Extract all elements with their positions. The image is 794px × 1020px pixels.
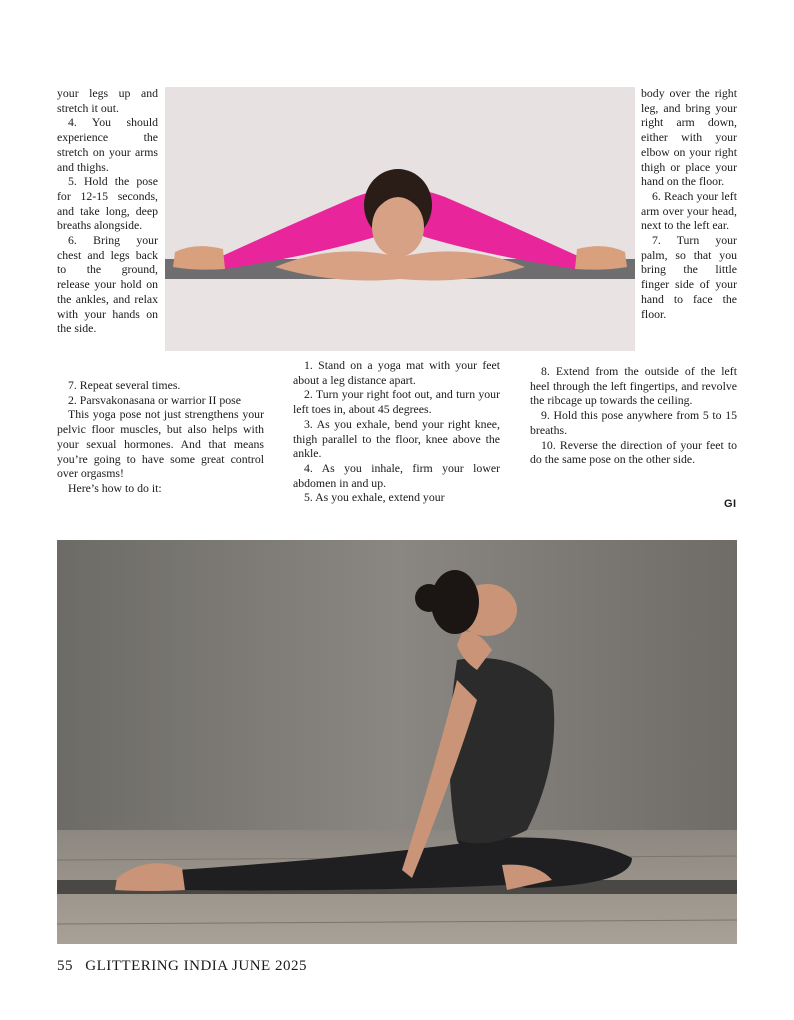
paragraph: your legs up and stretch it out. [57,86,158,115]
top-yoga-photo [165,87,635,351]
paragraph: 4. You should experience the stretch on your arms and thighs. [57,115,158,174]
publication-name: GLITTERING INDIA JUNE 2025 [85,958,307,974]
paragraph: 7. Repeat several times. [68,378,181,392]
seated-backbend-illustration [57,540,737,944]
page-number: 55 [57,958,73,974]
paragraph: 3. As you exhale, bend your right knee, thigh parallel to the floor, knee above the ankle. [293,416,500,461]
paragraph: 2. Parsvakonasana or warrior II pose [68,392,241,407]
paragraph: 6. Bring your chest and legs back to the ground, release your hold on the ankles, and relax with your hands on the side. [57,233,158,336]
paragraph: This yoga pose not just strengthens your pelvic floor muscles, but also helps with your sexual hormones. And that means you’re going to have some great control over orgasms! [57,407,264,481]
paragraph: 9. Hold this pose anywhere from 5 to 15 breaths. [530,408,737,437]
paragraph: Here’s how to do it: [68,480,162,495]
paragraph: 4. As you inhale, firm your lower abdomen in and up. [293,460,500,490]
paragraph: 10. Reverse the direction of your feet to do the same pose on the other side. [530,437,737,467]
bottom-yoga-photo [57,540,737,944]
author-signature: GI [724,498,737,510]
paragraph: 5. As you exhale, extend your [304,490,445,505]
column-3-top [641,86,737,321]
paragraph: 1. Stand on a yoga mat with your feet about a leg distance apart. [293,358,500,387]
paragraph: 7. Turn your palm, so that you bring the little finger side of your hand to face the floor. [641,233,737,321]
paragraph: 6. Reach your left arm over your head, next to the left ear. [641,188,737,233]
column-1-bottom [57,378,264,496]
forward-fold-illustration [165,87,635,351]
column-2 [293,358,500,505]
column-1-top [57,86,158,336]
paragraph: 5. Hold the pose for 12-15 seconds, and take long, deep breaths alongside. [57,174,158,233]
column-3-bottom [530,364,737,467]
paragraph: 2. Turn your right foot out, and turn your left toes in, about 45 degrees. [293,387,500,417]
page-footer [57,958,307,975]
paragraph: body over the right leg, and bring your right arm down, either with your elbow on your right thigh or place your hand on the floor. [641,86,737,189]
paragraph: 8. Extend from the outside of the left heel through the left fingertips, and revolve the ribcage up towards the ceiling. [530,364,737,408]
